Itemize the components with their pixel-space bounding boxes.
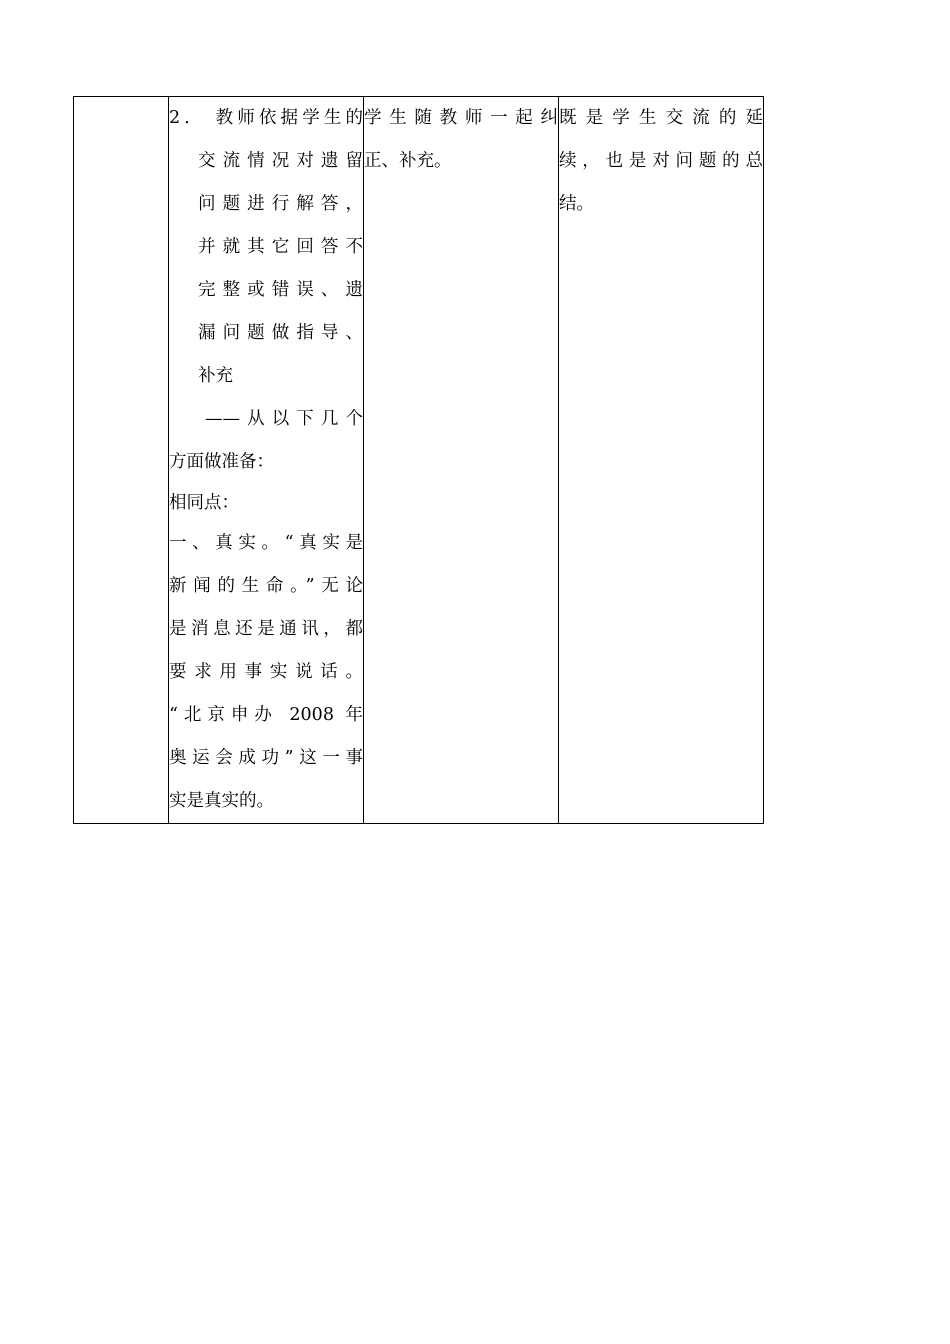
- teacher-line: 交流情况对遗留: [198, 151, 363, 171]
- intent-line: 结。: [559, 194, 594, 214]
- teacher-line: 新闻的生命。”无论: [169, 576, 363, 596]
- teacher-line: 补充: [198, 366, 233, 386]
- teacher-line: 2． 教师依据学生的: [169, 108, 363, 128]
- teacher-line: 相同点：: [169, 493, 239, 513]
- intent-line: 既是学生交流的延: [559, 108, 763, 128]
- teacher-line: 完整或错误、遗: [198, 280, 363, 300]
- teacher-line: “北京申办 2008 年: [169, 705, 363, 725]
- lesson-plan-table: [73, 96, 764, 824]
- student-line: 学生随教师一起纠: [364, 108, 558, 128]
- teacher-line: 实是真实的。: [169, 791, 274, 811]
- design-intent-cell: [559, 97, 764, 824]
- teacher-activity-cell: [169, 97, 364, 824]
- teacher-line: 并就其它回答不: [198, 237, 363, 257]
- teacher-line: ——从以下几个: [205, 409, 363, 429]
- intent-line: 续，也是对问题的总: [559, 151, 763, 171]
- teacher-line: 问题进行解答，: [198, 194, 363, 214]
- student-activity-cell: [364, 97, 559, 824]
- teacher-line: 一、真实。“真实是: [169, 533, 363, 553]
- student-line: 正、补充。: [364, 151, 452, 171]
- teacher-line: 要求用事实说话。: [169, 662, 363, 682]
- teacher-line: 漏问题做指导、: [198, 323, 363, 343]
- teacher-line: 奥运会成功”这一事: [169, 748, 363, 768]
- teacher-line: 是消息还是通讯，都: [169, 619, 363, 639]
- teacher-line: 方面做准备：: [169, 452, 274, 472]
- stage-cell: [74, 97, 169, 824]
- table-row: [74, 97, 764, 824]
